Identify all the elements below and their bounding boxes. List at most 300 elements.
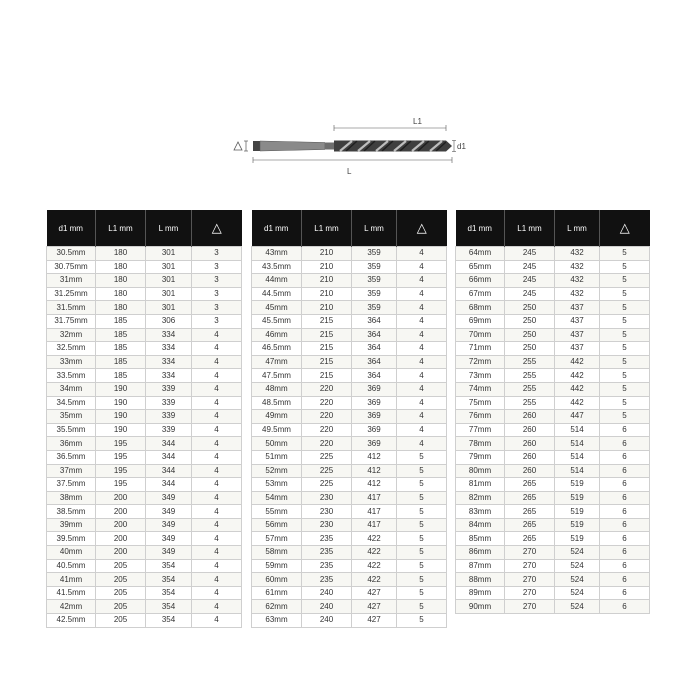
cell-l1: 220 xyxy=(302,410,352,424)
cell-l1: 265 xyxy=(505,532,555,546)
cell-l: 437 xyxy=(555,342,600,356)
cell-d1: 59mm xyxy=(252,559,302,573)
cell-taper: 5 xyxy=(397,614,447,628)
cell-d1: 87mm xyxy=(456,559,505,573)
cell-d1: 61mm xyxy=(252,586,302,600)
cell-d1: 49mm xyxy=(252,410,302,424)
cell-l1: 195 xyxy=(96,450,146,464)
cell-d1: 64mm xyxy=(456,247,505,261)
cell-l1: 205 xyxy=(96,586,146,600)
cell-l1: 240 xyxy=(302,586,352,600)
table-row xyxy=(456,301,650,315)
cell-taper: 3 xyxy=(192,287,242,301)
cell-l: 514 xyxy=(555,464,600,478)
cell-l1: 195 xyxy=(96,464,146,478)
cell-taper: 4 xyxy=(192,491,242,505)
cell-taper: 4 xyxy=(397,355,447,369)
cell-taper: 5 xyxy=(600,287,650,301)
cell-l: 301 xyxy=(146,287,192,301)
cell-d1: 46mm xyxy=(252,328,302,342)
cell-l: 432 xyxy=(555,247,600,261)
table-row xyxy=(456,437,650,451)
cell-l: 354 xyxy=(146,586,192,600)
table-row xyxy=(47,247,242,261)
cell-taper: 4 xyxy=(397,247,447,261)
cell-d1: 45mm xyxy=(252,301,302,315)
cell-l1: 200 xyxy=(96,546,146,560)
cell-d1: 36.5mm xyxy=(47,450,96,464)
table-row xyxy=(47,532,242,546)
cell-l: 442 xyxy=(555,396,600,410)
cell-l: 364 xyxy=(352,314,397,328)
table-row xyxy=(47,586,242,600)
cell-l1: 225 xyxy=(302,478,352,492)
cell-l1: 265 xyxy=(505,491,555,505)
cell-d1: 89mm xyxy=(456,586,505,600)
table-row xyxy=(252,450,447,464)
cell-d1: 39.5mm xyxy=(47,532,96,546)
cell-l1: 205 xyxy=(96,614,146,628)
cell-l: 364 xyxy=(352,328,397,342)
cell-d1: 34.5mm xyxy=(47,396,96,410)
cell-l1: 265 xyxy=(505,505,555,519)
cell-l: 301 xyxy=(146,301,192,315)
table-row xyxy=(47,314,242,328)
table-row xyxy=(47,505,242,519)
cell-d1: 38.5mm xyxy=(47,505,96,519)
cell-l: 349 xyxy=(146,532,192,546)
table-row xyxy=(47,382,242,396)
table-row xyxy=(456,518,650,532)
table-row xyxy=(456,396,650,410)
cell-taper: 4 xyxy=(397,287,447,301)
cell-taper: 4 xyxy=(192,573,242,587)
cell-taper: 4 xyxy=(397,423,447,437)
cell-d1: 79mm xyxy=(456,450,505,464)
cell-taper: 5 xyxy=(600,369,650,383)
header-l: L mm xyxy=(352,210,397,247)
drill-tip xyxy=(446,141,452,152)
cell-d1: 82mm xyxy=(456,491,505,505)
cell-taper: 5 xyxy=(397,559,447,573)
table-row xyxy=(47,423,242,437)
table-header-row xyxy=(456,210,650,247)
cell-l1: 205 xyxy=(96,559,146,573)
cell-taper: 5 xyxy=(600,314,650,328)
table-row xyxy=(456,287,650,301)
table-row xyxy=(47,274,242,288)
label-l1: L1 xyxy=(413,117,422,126)
header-d1: d1 mm xyxy=(47,210,96,247)
cell-taper: 4 xyxy=(397,369,447,383)
cell-taper: 5 xyxy=(397,464,447,478)
cell-l1: 200 xyxy=(96,505,146,519)
cell-l: 422 xyxy=(352,532,397,546)
cell-l1: 255 xyxy=(505,369,555,383)
cell-taper: 4 xyxy=(192,410,242,424)
header-d1: d1 mm xyxy=(252,210,302,247)
cell-d1: 66mm xyxy=(456,274,505,288)
cell-l: 364 xyxy=(352,342,397,356)
cell-d1: 81mm xyxy=(456,478,505,492)
cell-taper: 4 xyxy=(397,410,447,424)
table-row xyxy=(47,437,242,451)
cell-l: 437 xyxy=(555,314,600,328)
cell-taper: 6 xyxy=(600,437,650,451)
cell-d1: 68mm xyxy=(456,301,505,315)
table-row xyxy=(456,274,650,288)
cell-taper: 4 xyxy=(192,518,242,532)
cell-d1: 43.5mm xyxy=(252,260,302,274)
table-row xyxy=(252,546,447,560)
cell-l1: 215 xyxy=(302,355,352,369)
cell-l1: 190 xyxy=(96,382,146,396)
taper-symbol-icon xyxy=(234,142,242,150)
cell-l1: 270 xyxy=(505,600,555,614)
cell-l1: 180 xyxy=(96,260,146,274)
cell-l1: 255 xyxy=(505,396,555,410)
table-row xyxy=(47,301,242,315)
table-row xyxy=(456,355,650,369)
cell-d1: 39mm xyxy=(47,518,96,532)
cell-l: 369 xyxy=(352,396,397,410)
cell-d1: 31.25mm xyxy=(47,287,96,301)
cell-taper: 4 xyxy=(397,342,447,356)
table-row xyxy=(252,478,447,492)
cell-l: 524 xyxy=(555,573,600,587)
cell-l1: 190 xyxy=(96,423,146,437)
cell-d1: 47mm xyxy=(252,355,302,369)
table-row xyxy=(47,464,242,478)
cell-l: 369 xyxy=(352,437,397,451)
cell-d1: 63mm xyxy=(252,614,302,628)
cell-d1: 45.5mm xyxy=(252,314,302,328)
cell-taper: 4 xyxy=(397,301,447,315)
table-row xyxy=(252,437,447,451)
cell-d1: 70mm xyxy=(456,328,505,342)
table-row xyxy=(47,478,242,492)
cell-d1: 38mm xyxy=(47,491,96,505)
cell-l1: 230 xyxy=(302,491,352,505)
cell-d1: 40mm xyxy=(47,546,96,560)
cell-l1: 270 xyxy=(505,573,555,587)
cell-l1: 270 xyxy=(505,586,555,600)
cell-l1: 180 xyxy=(96,247,146,261)
cell-taper: 5 xyxy=(397,600,447,614)
cell-l: 524 xyxy=(555,546,600,560)
cell-taper: 6 xyxy=(600,573,650,587)
cell-l: 364 xyxy=(352,369,397,383)
cell-l1: 200 xyxy=(96,532,146,546)
header-l1: L1 mm xyxy=(505,210,555,247)
cell-l1: 220 xyxy=(302,437,352,451)
cell-l1: 260 xyxy=(505,437,555,451)
cell-l1: 220 xyxy=(302,382,352,396)
cell-l1: 180 xyxy=(96,274,146,288)
cell-l: 519 xyxy=(555,491,600,505)
cell-l: 359 xyxy=(352,301,397,315)
cell-d1: 31mm xyxy=(47,274,96,288)
table-row xyxy=(252,355,447,369)
cell-taper: 3 xyxy=(192,247,242,261)
cell-l1: 185 xyxy=(96,369,146,383)
cell-l: 442 xyxy=(555,355,600,369)
table-row xyxy=(47,559,242,573)
table-row xyxy=(456,586,650,600)
cell-d1: 37.5mm xyxy=(47,478,96,492)
cell-l1: 215 xyxy=(302,314,352,328)
table-row xyxy=(456,410,650,424)
cell-d1: 35.5mm xyxy=(47,423,96,437)
cell-l: 432 xyxy=(555,287,600,301)
cell-taper: 4 xyxy=(192,614,242,628)
cell-taper: 5 xyxy=(397,586,447,600)
cell-l1: 200 xyxy=(96,491,146,505)
table-row xyxy=(252,518,447,532)
cell-taper: 3 xyxy=(192,301,242,315)
cell-l1: 230 xyxy=(302,518,352,532)
cell-taper: 4 xyxy=(192,559,242,573)
cell-taper: 4 xyxy=(192,586,242,600)
cell-l: 514 xyxy=(555,437,600,451)
cell-taper: 4 xyxy=(192,478,242,492)
cell-taper: 4 xyxy=(397,260,447,274)
drill-flutes xyxy=(334,141,446,152)
cell-l1: 185 xyxy=(96,314,146,328)
cell-taper: 4 xyxy=(397,437,447,451)
cell-d1: 53mm xyxy=(252,478,302,492)
table-row xyxy=(456,328,650,342)
cell-taper: 5 xyxy=(397,478,447,492)
cell-l: 412 xyxy=(352,478,397,492)
cell-taper: 3 xyxy=(192,260,242,274)
cell-taper: 6 xyxy=(600,559,650,573)
cell-d1: 37mm xyxy=(47,464,96,478)
table-row xyxy=(252,532,447,546)
cell-l1: 250 xyxy=(505,328,555,342)
cell-l: 437 xyxy=(555,328,600,342)
table-row xyxy=(456,314,650,328)
cell-l1: 250 xyxy=(505,301,555,315)
table-row xyxy=(252,287,447,301)
table-row xyxy=(47,491,242,505)
label-l: L xyxy=(347,167,352,176)
cell-d1: 30.5mm xyxy=(47,247,96,261)
cell-d1: 48.5mm xyxy=(252,396,302,410)
cell-l: 344 xyxy=(146,478,192,492)
cell-d1: 65mm xyxy=(456,260,505,274)
cell-l: 427 xyxy=(352,586,397,600)
cell-d1: 67mm xyxy=(456,287,505,301)
cell-taper: 5 xyxy=(600,410,650,424)
table-row xyxy=(47,260,242,274)
cell-l: 354 xyxy=(146,600,192,614)
cell-d1: 46.5mm xyxy=(252,342,302,356)
table-row xyxy=(456,369,650,383)
cell-d1: 33.5mm xyxy=(47,369,96,383)
cell-l: 354 xyxy=(146,559,192,573)
cell-l1: 190 xyxy=(96,410,146,424)
cell-l1: 220 xyxy=(302,396,352,410)
cell-taper: 6 xyxy=(600,600,650,614)
cell-d1: 69mm xyxy=(456,314,505,328)
cell-l: 334 xyxy=(146,328,192,342)
cell-taper: 4 xyxy=(192,546,242,560)
cell-l: 339 xyxy=(146,423,192,437)
table-header-row xyxy=(47,210,242,247)
cell-l: 422 xyxy=(352,546,397,560)
table-header-row xyxy=(252,210,447,247)
cell-d1: 54mm xyxy=(252,491,302,505)
table-row xyxy=(252,600,447,614)
cell-taper: 4 xyxy=(397,328,447,342)
cell-l1: 235 xyxy=(302,573,352,587)
cell-d1: 72mm xyxy=(456,355,505,369)
cell-d1: 35mm xyxy=(47,410,96,424)
cell-d1: 34mm xyxy=(47,382,96,396)
cell-taper: 4 xyxy=(192,382,242,396)
cell-d1: 71mm xyxy=(456,342,505,356)
table-row xyxy=(47,287,242,301)
cell-taper: 5 xyxy=(397,450,447,464)
cell-l: 514 xyxy=(555,423,600,437)
table-row xyxy=(252,573,447,587)
header-l1: L1 mm xyxy=(302,210,352,247)
cell-taper: 5 xyxy=(600,396,650,410)
cell-d1: 31.75mm xyxy=(47,314,96,328)
cell-taper: 4 xyxy=(192,342,242,356)
cell-d1: 74mm xyxy=(456,382,505,396)
cell-l: 519 xyxy=(555,532,600,546)
table-row xyxy=(47,573,242,587)
cell-d1: 86mm xyxy=(456,546,505,560)
cell-d1: 60mm xyxy=(252,573,302,587)
cell-taper: 5 xyxy=(397,532,447,546)
cell-d1: 90mm xyxy=(456,600,505,614)
cell-taper: 6 xyxy=(600,491,650,505)
table-row xyxy=(252,586,447,600)
cell-l1: 210 xyxy=(302,247,352,261)
cell-l: 359 xyxy=(352,260,397,274)
cell-l: 349 xyxy=(146,505,192,519)
cell-d1: 83mm xyxy=(456,505,505,519)
cell-l: 369 xyxy=(352,423,397,437)
cell-d1: 41mm xyxy=(47,573,96,587)
cell-l: 442 xyxy=(555,382,600,396)
cell-l: 301 xyxy=(146,260,192,274)
table-row xyxy=(252,301,447,315)
table-row xyxy=(252,247,447,261)
cell-l: 524 xyxy=(555,586,600,600)
header-l: L mm xyxy=(146,210,192,247)
cell-l1: 210 xyxy=(302,274,352,288)
cell-l1: 235 xyxy=(302,532,352,546)
cell-d1: 43mm xyxy=(252,247,302,261)
cell-l1: 195 xyxy=(96,478,146,492)
table-row xyxy=(252,342,447,356)
cell-l1: 180 xyxy=(96,287,146,301)
table-row xyxy=(252,260,447,274)
table-row xyxy=(47,450,242,464)
cell-l: 422 xyxy=(352,573,397,587)
cell-taper: 4 xyxy=(397,382,447,396)
table-row xyxy=(252,328,447,342)
cell-d1: 42mm xyxy=(47,600,96,614)
cell-l: 369 xyxy=(352,410,397,424)
cell-d1: 50mm xyxy=(252,437,302,451)
header-taper-icon: △ xyxy=(192,210,242,247)
cell-l1: 260 xyxy=(505,410,555,424)
cell-l1: 245 xyxy=(505,247,555,261)
cell-l: 354 xyxy=(146,573,192,587)
table-row xyxy=(456,260,650,274)
cell-l1: 205 xyxy=(96,573,146,587)
cell-l: 334 xyxy=(146,355,192,369)
cell-d1: 52mm xyxy=(252,464,302,478)
cell-l1: 250 xyxy=(505,342,555,356)
cell-d1: 77mm xyxy=(456,423,505,437)
cell-l1: 180 xyxy=(96,301,146,315)
cell-l: 369 xyxy=(352,382,397,396)
label-d1: d1 xyxy=(457,142,466,151)
cell-taper: 4 xyxy=(397,396,447,410)
table-row xyxy=(47,546,242,560)
table-row xyxy=(456,532,650,546)
table-row xyxy=(252,396,447,410)
cell-d1: 62mm xyxy=(252,600,302,614)
cell-d1: 32mm xyxy=(47,328,96,342)
table-row xyxy=(456,478,650,492)
cell-l1: 260 xyxy=(505,423,555,437)
cell-taper: 4 xyxy=(192,450,242,464)
cell-l: 301 xyxy=(146,274,192,288)
cell-l1: 265 xyxy=(505,518,555,532)
cell-d1: 42.5mm xyxy=(47,614,96,628)
cell-taper: 5 xyxy=(397,505,447,519)
cell-taper: 4 xyxy=(192,437,242,451)
cell-taper: 4 xyxy=(192,355,242,369)
cell-d1: 55mm xyxy=(252,505,302,519)
size-table-2 xyxy=(251,210,447,628)
cell-taper: 5 xyxy=(397,491,447,505)
cell-l: 524 xyxy=(555,559,600,573)
cell-l1: 215 xyxy=(302,328,352,342)
cell-l: 514 xyxy=(555,450,600,464)
table-row xyxy=(456,464,650,478)
cell-d1: 40.5mm xyxy=(47,559,96,573)
cell-taper: 4 xyxy=(192,464,242,478)
cell-d1: 44.5mm xyxy=(252,287,302,301)
cell-taper: 4 xyxy=(192,505,242,519)
table-row xyxy=(252,369,447,383)
cell-l1: 250 xyxy=(505,314,555,328)
table-row xyxy=(456,559,650,573)
cell-d1: 85mm xyxy=(456,532,505,546)
table-row xyxy=(47,614,242,628)
table-row xyxy=(456,423,650,437)
cell-l1: 245 xyxy=(505,287,555,301)
cell-l: 349 xyxy=(146,546,192,560)
cell-d1: 47.5mm xyxy=(252,369,302,383)
cell-l1: 210 xyxy=(302,287,352,301)
cell-taper: 5 xyxy=(600,342,650,356)
header-l1: L1 mm xyxy=(96,210,146,247)
table-row xyxy=(252,314,447,328)
table-row xyxy=(252,505,447,519)
table-row xyxy=(252,614,447,628)
cell-d1: 30.75mm xyxy=(47,260,96,274)
cell-d1: 51mm xyxy=(252,450,302,464)
